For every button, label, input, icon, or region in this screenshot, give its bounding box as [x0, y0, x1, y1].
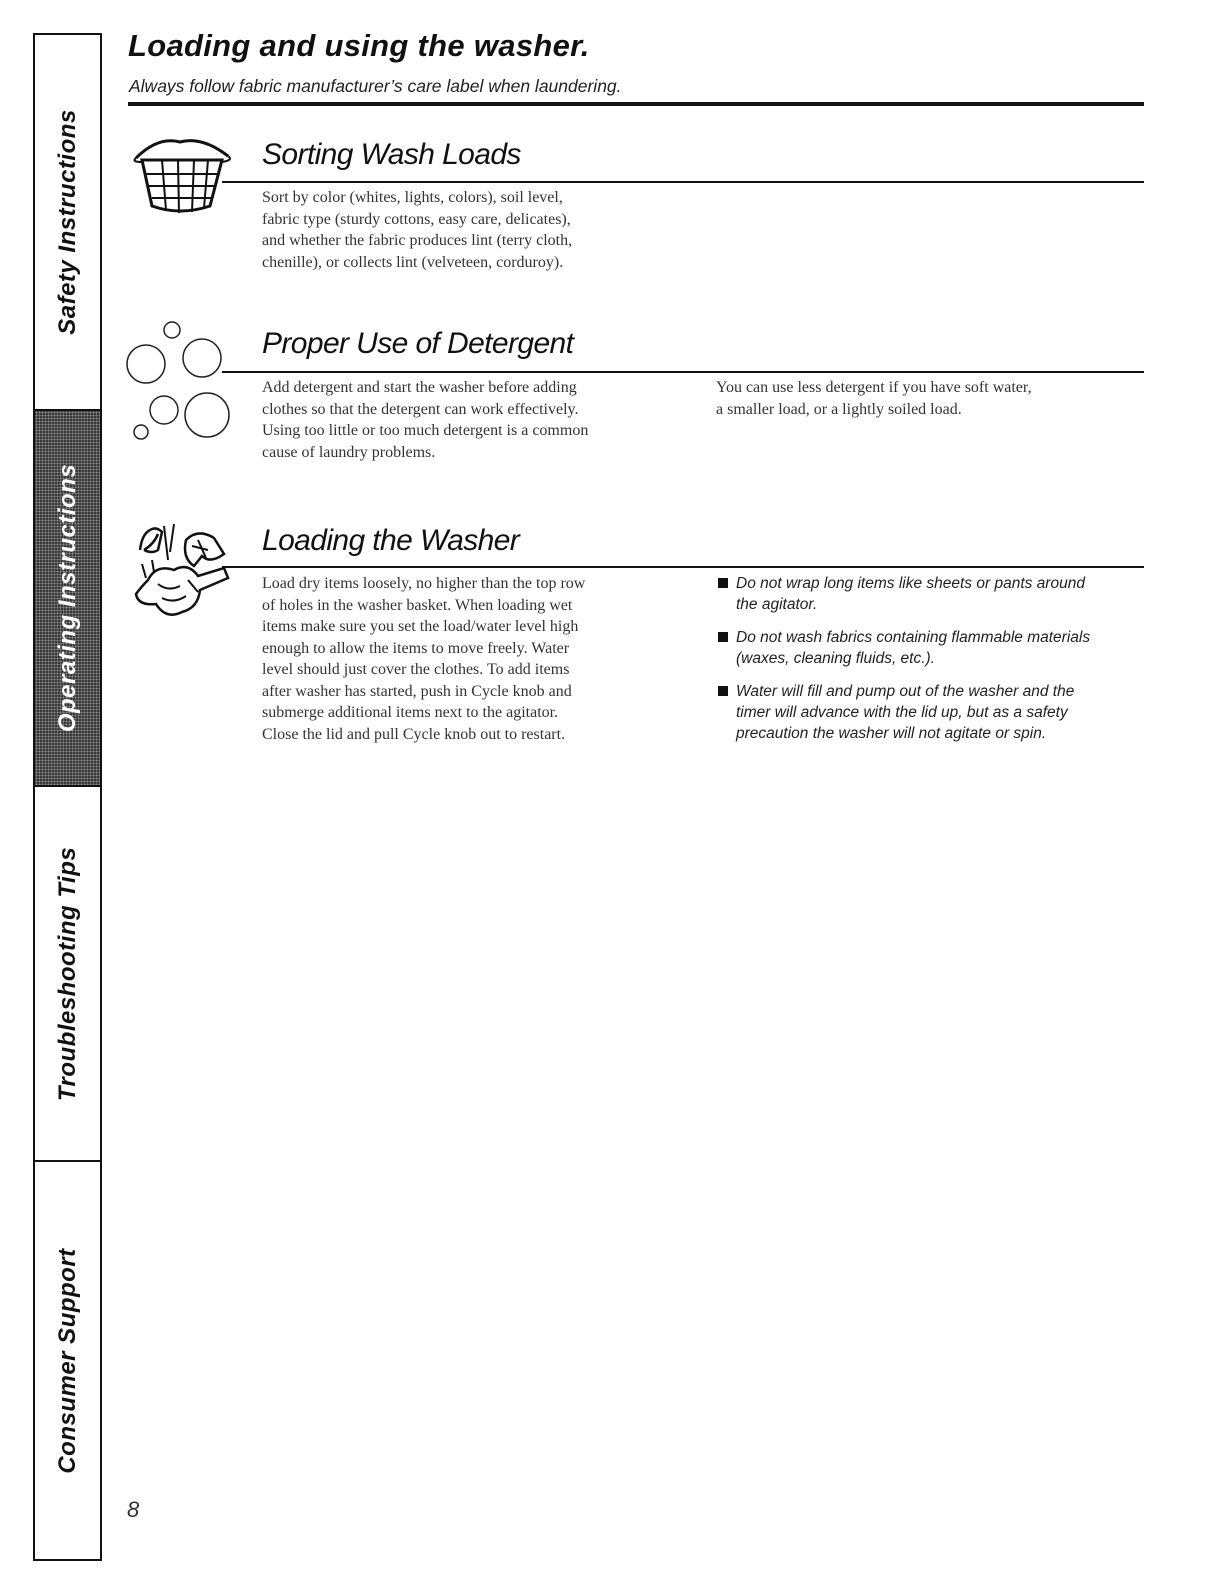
text-line: fabric type (sturdy cottons, easy care, delicates),	[262, 210, 571, 228]
text-line: precaution the washer will not agitate or spin.	[736, 725, 1047, 742]
text-line: after washer has started, push in Cycle knob and	[262, 682, 572, 700]
text-line: Water will fill and pump out of the washer and the	[736, 683, 1075, 700]
section-tab-strip	[33, 33, 102, 1561]
section-heading-loading: Loading the Washer	[262, 524, 520, 557]
text-line: Load dry items loosely, no higher than the top row	[262, 575, 586, 592]
tab-consumer-support[interactable]	[35, 1162, 100, 1559]
tab-safety-instructions[interactable]	[35, 35, 100, 411]
text-line: enough to allow the items to move freely. Water	[262, 639, 570, 657]
bullet-square-icon	[718, 578, 728, 588]
text-line: chenille), or collects lint (velveteen, corduroy).	[262, 253, 564, 271]
list-item	[718, 573, 1138, 615]
tab-label: Troubleshooting Tips	[53, 846, 81, 1101]
text-line: submerge additional items next to the agitator.	[262, 704, 559, 721]
section-divider	[222, 566, 1144, 568]
list-item	[718, 627, 1138, 669]
tab-operating-instructions[interactable]	[35, 411, 100, 787]
section-heading-detergent: Proper Use of Detergent	[262, 327, 574, 360]
section-heading-sorting: Sorting Wash Loads	[262, 138, 521, 171]
text-line: You can use less detergent if you have soft water,	[716, 379, 1032, 396]
text-line: cause of laundry problems.	[262, 443, 436, 461]
tab-label: Consumer Support	[53, 1247, 81, 1474]
bubbles-icon	[126, 312, 236, 442]
section-divider	[222, 371, 1144, 373]
bullet-square-icon	[718, 632, 728, 642]
detergent-paragraph-left	[262, 377, 707, 463]
bullet-square-icon	[718, 686, 728, 696]
tab-label: Safety Instructions	[53, 109, 81, 335]
tab-troubleshooting-tips[interactable]	[35, 787, 100, 1162]
text-line: the agitator.	[736, 596, 818, 613]
sorting-paragraph	[262, 187, 702, 273]
detergent-paragraph-right	[716, 377, 1141, 420]
page-number: 8	[127, 1497, 140, 1522]
text-line: timer will advance with the lid up, but as a safety	[736, 704, 1068, 721]
text-line: Do not wrap long items like sheets or pants around	[736, 575, 1085, 592]
section-divider	[222, 181, 1144, 183]
text-line: (waxes, cleaning fluids, etc.).	[736, 650, 936, 667]
text-line: level should just cover the clothes. To add items	[262, 661, 570, 678]
text-line: of holes in the washer basket. When loading wet	[262, 596, 573, 614]
header-divider	[128, 102, 1144, 106]
text-line: Do not wash fabrics containing flammable materials	[736, 629, 1091, 646]
loading-paragraph	[262, 573, 707, 745]
text-line: a smaller load, or a lightly soiled load.	[716, 400, 962, 418]
text-line: Add detergent and start the washer before adding	[262, 379, 577, 396]
text-line: items make sure you set the load/water level high	[262, 618, 579, 635]
page-title: Loading and using the washer.	[128, 28, 590, 63]
loading-caution-list	[718, 573, 1138, 756]
clothes-icon	[128, 520, 240, 632]
laundry-basket-icon	[128, 130, 236, 216]
text-line: Close the lid and pull Cycle knob out to restart.	[262, 725, 566, 743]
list-item	[718, 681, 1138, 744]
text-line: Using too little or too much detergent is a common	[262, 422, 589, 439]
page-subtitle: Always follow fabric manufacturer’s care label when laundering.	[129, 76, 622, 96]
text-line: and whether the fabric produces lint (terry cloth,	[262, 232, 573, 249]
text-line: Sort by color (whites, lights, colors), soil level,	[262, 189, 563, 206]
tab-label: Operating Instructions	[53, 463, 81, 733]
text-line: clothes so that the detergent can work effectively.	[262, 400, 579, 418]
